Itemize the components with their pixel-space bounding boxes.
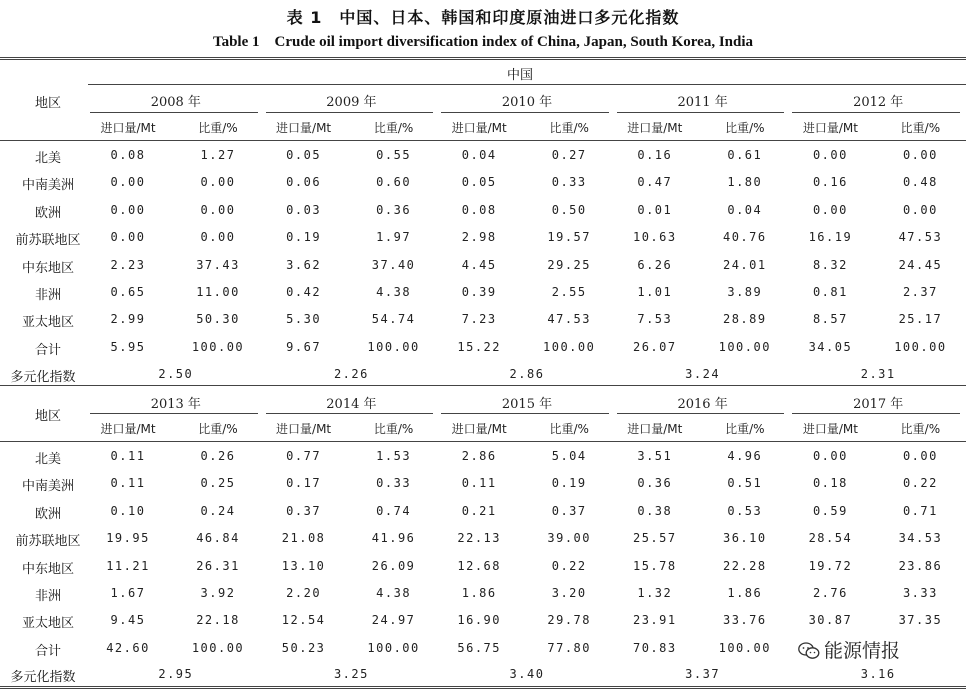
col-share-header: 比重/% <box>549 121 589 135</box>
table-cell: 15.78 <box>632 558 677 573</box>
top-rule-double <box>0 59 966 60</box>
table-cell: 21.08 <box>281 531 326 546</box>
table-cell: 39.00 <box>547 531 591 546</box>
table-cell: 0.17 <box>286 476 322 491</box>
table-cell: 0.00 <box>902 148 938 162</box>
table-cell: 1.53 <box>376 449 412 463</box>
table-cell: 100.00 <box>191 339 245 354</box>
table-cell: 30.87 <box>808 613 853 628</box>
col-import-header: 进口量/Mt <box>802 422 858 436</box>
table-cell: 100.00 <box>367 339 420 354</box>
table-cell: 0.81 <box>812 285 848 299</box>
table-cell: 24.97 <box>371 613 416 628</box>
table-cell: 22.13 <box>457 531 501 546</box>
table-cell: 4.96 <box>727 449 763 463</box>
table-cell: 0.00 <box>812 449 848 463</box>
table-cell: 0.26 <box>200 449 236 463</box>
table-cell: 100.00 <box>191 640 245 655</box>
year-header: 2017 年 <box>853 397 904 412</box>
table-cell: 37.40 <box>371 257 416 272</box>
table-cell: 0.59 <box>812 503 848 518</box>
table-cell: 0.39 <box>461 285 497 299</box>
table-cell: 0.04 <box>461 148 497 162</box>
table-cell: 40.76 <box>722 230 767 245</box>
year-underline <box>617 413 785 414</box>
table-cell: 11.00 <box>196 285 240 299</box>
table-title-cn: 表 1 中国、日本、韩国和印度原油进口多元化指数 <box>286 8 680 27</box>
table-cell: 2.55 <box>551 285 587 299</box>
table-cell: 0.71 <box>902 503 938 518</box>
col-share-header: 比重/% <box>725 121 765 135</box>
col-import-header: 进口量/Mt <box>100 422 156 436</box>
table-cell: 26.09 <box>371 558 416 573</box>
table-cell: 0.27 <box>551 148 587 162</box>
region-header: 地区 <box>34 409 61 424</box>
table-cell: 2.98 <box>461 230 497 245</box>
table-cell: 10.63 <box>632 230 677 245</box>
table-cell: 0.16 <box>637 148 673 162</box>
table-cell: 0.11 <box>461 476 497 491</box>
table-cell: 0.00 <box>902 202 938 217</box>
diversification-index: 2.31 <box>860 367 896 381</box>
col-import-header: 进口量/Mt <box>451 422 507 436</box>
table-cell: 9.45 <box>110 613 146 628</box>
table-cell: 4.45 <box>461 257 497 272</box>
table-cell: 1.97 <box>376 230 412 245</box>
table-cell: 34.05 <box>808 339 853 354</box>
diversification-index: 2.50 <box>158 367 194 381</box>
table-cell: 11.21 <box>106 558 150 573</box>
table-cell: 100.00 <box>543 339 596 354</box>
table-cell: 0.22 <box>902 476 938 491</box>
table-cell: 46.84 <box>196 531 240 546</box>
table-cell: 0.00 <box>812 148 848 162</box>
table-row-region: 合计 <box>34 342 61 358</box>
table-row-region: 欧洲 <box>34 205 61 221</box>
table-cell: 15.22 <box>457 339 501 354</box>
block-divider <box>0 385 966 386</box>
table-cell: 19.57 <box>547 230 591 245</box>
table-cell: 5.04 <box>551 449 587 463</box>
table-cell: 23.91 <box>632 613 677 628</box>
col-import-header: 进口量/Mt <box>627 422 683 436</box>
table-cell: 7.23 <box>461 312 497 327</box>
table-cell: 23.86 <box>898 558 943 573</box>
header-rule <box>0 140 966 141</box>
header-rule <box>0 441 966 442</box>
table-cell: 22.28 <box>722 558 767 573</box>
year-underline <box>266 413 434 414</box>
year-header: 2013 年 <box>150 397 201 412</box>
table-cell: 0.19 <box>551 476 587 491</box>
table-cell: 16.90 <box>457 613 501 628</box>
table-cell: 0.19 <box>286 230 322 245</box>
table-cell: 25.57 <box>632 531 677 546</box>
table-cell: 28.89 <box>722 312 767 327</box>
table-cell: 4.38 <box>376 285 412 299</box>
year-underline <box>90 413 258 414</box>
table-row-region: 亚太地区 <box>21 616 74 632</box>
table-cell: 3.51 <box>637 449 673 463</box>
table-row-region: 合计 <box>34 643 61 659</box>
table-row-region: 北美 <box>34 452 61 467</box>
table-cell: 19.95 <box>106 531 150 546</box>
table-cell: 77.80 <box>547 640 591 655</box>
col-share-header: 比重/% <box>900 422 941 436</box>
table-cell: 41.96 <box>371 531 416 546</box>
table-cell: 0.33 <box>551 175 587 190</box>
table-cell: 25.17 <box>898 312 943 327</box>
year-underline <box>90 112 258 113</box>
table-cell: 13.10 <box>281 558 326 573</box>
table-cell: 0.00 <box>200 202 236 217</box>
table-cell: 3.62 <box>286 257 322 272</box>
table-cell: 0.25 <box>200 476 236 491</box>
table-cell: 100.00 <box>718 339 771 354</box>
table-cell: 26.31 <box>196 558 240 573</box>
col-share-header: 比重/% <box>725 422 765 436</box>
table-cell: 4.38 <box>376 586 412 600</box>
table-cell: 100.00 <box>367 640 420 655</box>
table-cell: 0.33 <box>376 476 412 491</box>
year-header: 2008 年 <box>150 95 201 110</box>
table-title-en: Table 1 Crude oil import diversification index of China, Japan, South Korea, India <box>212 34 754 50</box>
table-cell: 56.75 <box>457 640 501 655</box>
table-cell: 0.03 <box>286 202 322 217</box>
table-cell: 3.92 <box>200 586 236 600</box>
table-cell: 36.10 <box>722 531 767 546</box>
table-row-region: 中南美洲 <box>21 479 74 495</box>
year-underline <box>617 112 785 113</box>
diversification-label: 多元化指数 <box>10 670 76 685</box>
table-cell: 34.53 <box>898 531 943 546</box>
table-cell: 0.55 <box>376 148 412 162</box>
diversification-index: 3.16 <box>860 667 896 681</box>
table-cell: 26.07 <box>632 339 677 354</box>
diversification-index: 3.24 <box>685 367 721 381</box>
table-cell: 100.00 <box>894 339 947 354</box>
year-header: 2016 年 <box>677 397 728 412</box>
table-cell: 28.54 <box>808 531 853 546</box>
table-cell: 0.06 <box>286 175 322 190</box>
table-cell: 0.42 <box>286 285 322 299</box>
table-cell: 19.72 <box>808 558 853 573</box>
year-header: 2010 年 <box>501 95 553 110</box>
table-cell: 0.00 <box>902 449 938 463</box>
table-cell: 33.76 <box>722 613 767 628</box>
table-cell: 16.19 <box>808 230 853 245</box>
table-cell: 0.16 <box>812 175 848 190</box>
table-cell: 24.45 <box>898 257 943 272</box>
col-share-header: 比重/% <box>198 121 238 135</box>
table-row-region: 北美 <box>34 151 61 166</box>
table-cell: 0.53 <box>727 503 763 518</box>
table-cell: 1.32 <box>637 586 673 600</box>
table-cell: 0.10 <box>110 503 146 518</box>
col-import-header: 进口量/Mt <box>276 422 332 436</box>
table-cell: 0.05 <box>461 175 497 190</box>
top-rule <box>0 57 966 58</box>
table-cell: 8.32 <box>812 257 848 272</box>
table-cell: 3.20 <box>551 586 587 600</box>
table-cell: 1.67 <box>110 586 146 600</box>
diversification-index: 3.25 <box>333 667 369 681</box>
table-row-region: 非洲 <box>34 288 61 303</box>
table-row-region: 非洲 <box>34 589 61 604</box>
year-underline <box>266 112 434 113</box>
table-cell: 6.26 <box>637 257 673 272</box>
table-cell: 24.01 <box>722 257 767 272</box>
table-cell: 0.04 <box>727 202 763 217</box>
col-import-header: 进口量/Mt <box>276 121 332 135</box>
table-cell: 1.86 <box>727 586 763 600</box>
year-underline <box>792 413 960 414</box>
table-cell: 8.57 <box>812 312 848 327</box>
country-rule <box>88 84 966 85</box>
year-underline <box>441 413 609 414</box>
col-import-header: 进口量/Mt <box>802 121 858 135</box>
table-cell: 12.54 <box>281 613 326 628</box>
table-cell: 1.27 <box>200 148 236 162</box>
diversification-index: 2.86 <box>509 367 545 381</box>
year-header: 2012 年 <box>853 95 904 110</box>
table-cell: 3.89 <box>727 285 763 299</box>
table-row-region: 亚太地区 <box>21 315 74 331</box>
table-cell: 0.00 <box>200 230 236 245</box>
table-cell: 0.51 <box>727 476 763 491</box>
bottom-rule-double <box>0 688 966 689</box>
table-cell: 2.76 <box>812 586 848 600</box>
table-row-region: 中东地区 <box>21 260 74 276</box>
col-import-header: 进口量/Mt <box>627 121 683 135</box>
table-cell: 0.65 <box>110 285 146 299</box>
diversification-index: 3.40 <box>509 667 545 681</box>
table-cell: 0.37 <box>286 503 322 518</box>
diversification-label: 多元化指数 <box>10 370 76 385</box>
table-cell: 2.86 <box>461 449 497 463</box>
table-cell: 0.36 <box>637 476 673 491</box>
diversification-index: 2.95 <box>158 667 194 681</box>
table-cell: 0.50 <box>551 202 587 217</box>
country-header: 中国 <box>506 68 533 83</box>
table-row-region: 前苏联地区 <box>15 534 81 550</box>
table-cell: 0.60 <box>376 175 412 190</box>
table-cell: 50.23 <box>281 640 326 655</box>
table-cell: 0.00 <box>110 175 146 190</box>
table-cell: 3.33 <box>902 586 938 600</box>
table-row-region: 欧洲 <box>34 506 61 522</box>
table-cell: 0.11 <box>110 449 146 463</box>
col-share-header: 比重/% <box>198 422 238 436</box>
table-cell: 5.95 <box>110 339 146 354</box>
table-cell: 9.67 <box>286 339 322 354</box>
year-header: 2011 年 <box>677 95 728 110</box>
table-cell: 0.08 <box>110 148 146 162</box>
table-cell: 12.68 <box>457 558 501 573</box>
diversification-index: 3.37 <box>685 667 721 681</box>
table-cell: 0.00 <box>110 202 146 217</box>
table-cell: 2.20 <box>286 586 322 600</box>
table-cell: 22.18 <box>196 613 240 628</box>
table-cell: 37.35 <box>898 613 943 628</box>
table-cell: 0.00 <box>110 230 146 245</box>
table-cell: 0.01 <box>637 202 673 217</box>
watermark-text: 能源情报 <box>824 640 901 662</box>
col-share-header: 比重/% <box>900 121 941 135</box>
table-cell: 0.77 <box>286 449 322 463</box>
wechat-icon <box>798 642 820 660</box>
table-cell: 0.05 <box>286 148 322 162</box>
table-cell: 50.30 <box>196 312 240 327</box>
table-cell: 0.08 <box>461 202 497 217</box>
table-cell: 0.22 <box>551 558 587 573</box>
table-cell: 0.00 <box>812 202 848 217</box>
table-cell: 70.83 <box>632 640 677 655</box>
table-cell: 54.74 <box>371 312 416 327</box>
table-cell: 1.01 <box>637 285 673 299</box>
table-cell: 37.43 <box>196 257 240 272</box>
table-cell: 0.36 <box>376 202 412 217</box>
col-share-header: 比重/% <box>373 422 414 436</box>
col-share-header: 比重/% <box>549 422 589 436</box>
col-import-header: 进口量/Mt <box>100 121 156 135</box>
table-cell: 7.53 <box>637 312 673 327</box>
table-cell: 1.80 <box>727 175 763 190</box>
table-cell: 100.00 <box>718 640 771 655</box>
table-cell: 1.86 <box>461 586 497 600</box>
table-cell: 0.38 <box>637 503 673 518</box>
year-header: 2009 年 <box>326 95 377 110</box>
region-header: 地区 <box>34 96 61 111</box>
table-row-region: 前苏联地区 <box>15 233 81 249</box>
table-cell: 0.37 <box>551 503 587 518</box>
table-row-region: 中南美洲 <box>21 178 74 194</box>
table-cell: 42.60 <box>106 640 150 655</box>
watermark <box>794 636 904 663</box>
table-cell: 0.61 <box>727 148 763 162</box>
bottom-rule <box>0 686 966 687</box>
year-header: 2014 年 <box>326 397 377 412</box>
diversification-index: 2.26 <box>333 367 369 381</box>
table-cell: 5.30 <box>286 312 322 327</box>
table-cell: 2.23 <box>110 257 146 272</box>
table-cell: 0.24 <box>200 503 236 518</box>
table-cell: 0.48 <box>902 175 938 190</box>
table-cell: 29.78 <box>547 613 591 628</box>
table-cell: 0.47 <box>637 175 673 190</box>
table-row-region: 中东地区 <box>21 561 74 577</box>
table-cell: 2.99 <box>110 312 146 327</box>
table-cell: 47.53 <box>898 230 943 245</box>
table-cell: 0.74 <box>376 503 412 518</box>
table-cell: 29.25 <box>547 257 591 272</box>
year-header: 2015 年 <box>501 397 553 412</box>
year-underline <box>441 112 609 113</box>
table-cell: 0.00 <box>200 175 236 190</box>
table-cell: 0.18 <box>812 476 848 491</box>
table-cell: 0.21 <box>461 503 497 518</box>
table-cell: 0.11 <box>110 476 146 491</box>
col-share-header: 比重/% <box>373 121 414 135</box>
table-cell: 47.53 <box>547 312 591 327</box>
year-underline <box>792 112 960 113</box>
table-cell: 2.37 <box>902 285 938 299</box>
col-import-header: 进口量/Mt <box>451 121 507 135</box>
